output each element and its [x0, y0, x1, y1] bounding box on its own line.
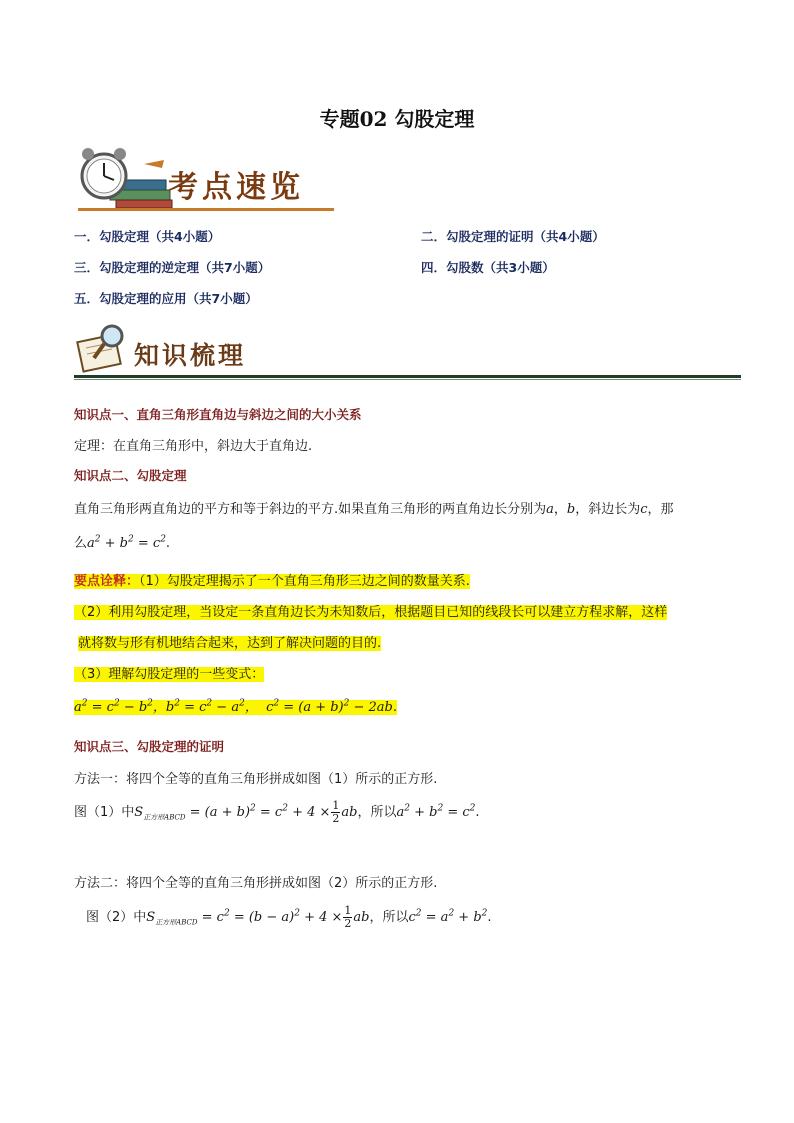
note-line-2: （2）利用勾股定理，当设定一条直角边长为未知数后，根据题目已知的线段长可以建立方程求解，这样 [74, 605, 668, 620]
kp3-heading: 知识点三、勾股定理的证明 [74, 739, 225, 754]
magnifier-notebook-icon [74, 322, 134, 374]
toc-item-2[interactable]: 二．勾股定理的证明（共4小题） [421, 229, 605, 244]
overview-banner: 考点速览 [168, 170, 304, 205]
section-divider-thin [74, 379, 741, 380]
kp1-heading: 知识点一、直角三角形直角边与斜边之间的大小关系 [74, 407, 362, 422]
knowledge-banner: 知识梳理 [134, 341, 247, 370]
toc-item-4[interactable]: 四．勾股数（共3小题） [421, 260, 555, 275]
method2-text: 方法二：将四个全等的直角三角形拼成如图（2）所示的正方形. [74, 876, 438, 891]
kp2-text: 直角三角形两直角边的平方和等于斜边的平方.如果直角三角形的两直角边长分别为a，b，斜边长为c，那 [74, 502, 674, 517]
note-line-1: 要点诠释：（1）勾股定理揭示了一个直角三角形三边之间的数量关系. [74, 574, 470, 589]
method2-formula: 图（2）中$S_{正方形ABCD} = c^2 = (b - a)^2 + 4$ × $\frac{1}{2}$ ab，所以$c^2 = a^2 + b^2$. [86, 904, 492, 930]
note-line-2b: 就将数与形有机地结合起来，达到了解决问题的目的. [78, 636, 382, 651]
note-line-3: （3）理解勾股定理的一些变式： [74, 667, 265, 682]
kp2-heading: 知识点二、勾股定理 [74, 468, 187, 483]
method1-formula: 图（1）中$S_{正方形ABCD} = (a + b)^2 = c^2 + 4$ × $\frac{1}{2}$ ab，所以$a^2 + b^2 = c^2$. [74, 799, 480, 825]
note-formulas: $a^2 = c^2 - b^2$，$b^2 = c^2 - a^2$， $c^2 = (a + b)^2 - 2ab$. [74, 698, 398, 715]
kp2-formula: 么$a^2 + b^2 = c^2$. [74, 534, 171, 551]
toc-item-3[interactable]: 三．勾股定理的逆定理（共7小题） [74, 260, 271, 275]
toc-item-5[interactable]: 五．勾股定理的应用（共7小题） [74, 291, 258, 306]
method1-text: 方法一：将四个全等的直角三角形拼成如图（1）所示的正方形. [74, 772, 438, 787]
kp1-text: 定理：在直角三角形中，斜边大于直角边. [74, 439, 313, 454]
banner-underline [78, 208, 334, 211]
toc-item-1[interactable]: 一．勾股定理（共4小题） [74, 229, 221, 244]
page-title: 专题02 勾股定理 [319, 107, 475, 131]
section-divider [74, 375, 741, 378]
